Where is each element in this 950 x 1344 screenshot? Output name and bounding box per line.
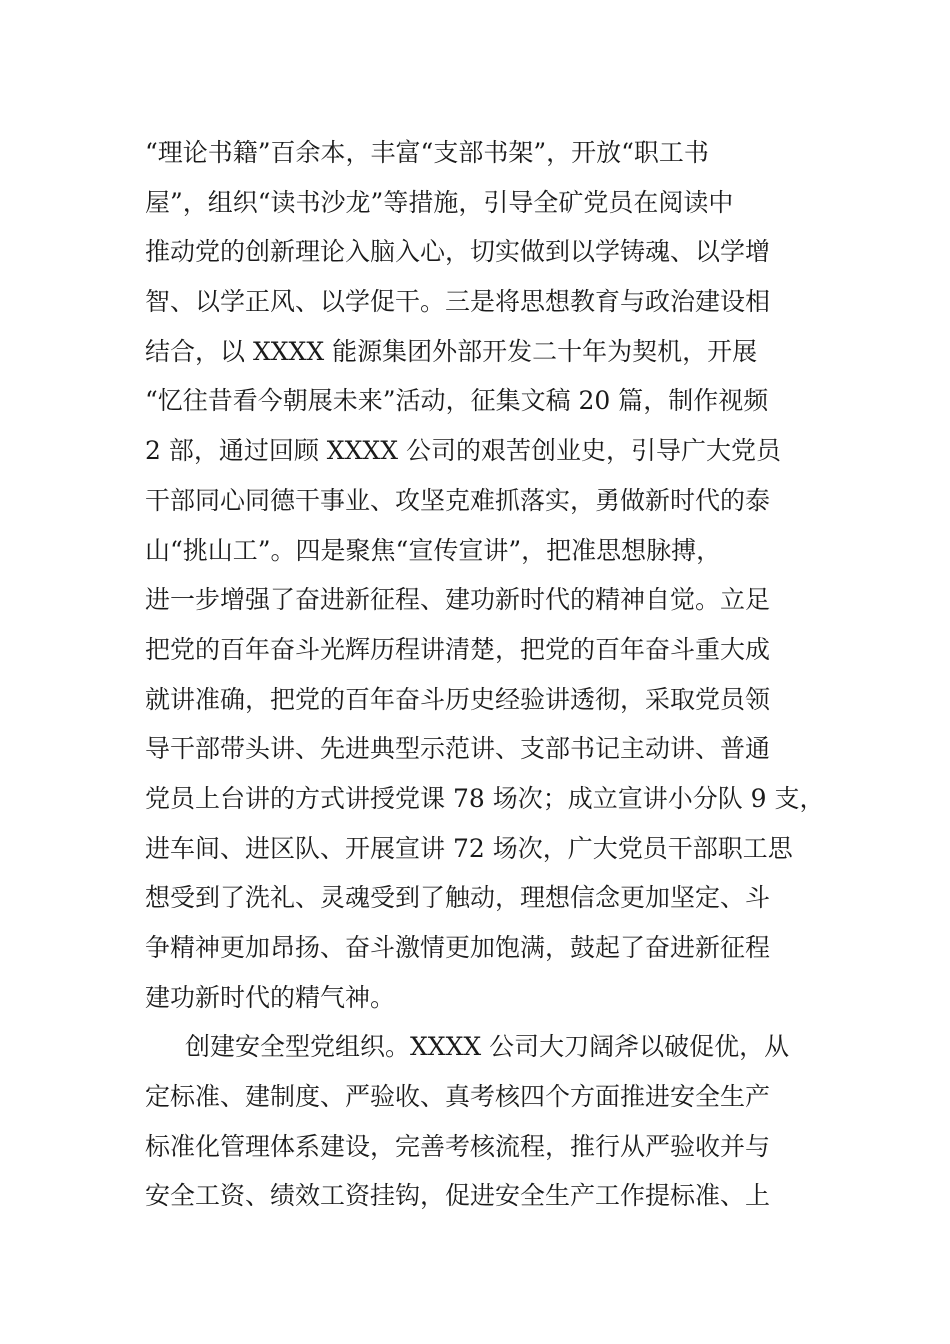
text-line: 进车间、进区队、开展宣讲 72 场次，广大党员干部职工思 bbox=[145, 833, 793, 863]
text-line: 争精神更加昂扬、奋斗激情更加饱满，鼓起了奋进新征程 bbox=[145, 933, 771, 962]
text-line: 干部同心同德干事业、攻坚克难抓落实，勇做新时代的泰 bbox=[145, 485, 771, 515]
paragraph-start-line: 创建安全型党组织。XXXX 公司大刀阔斧以破促优，从 bbox=[185, 1032, 790, 1062]
text-line: 屋”，组织“读书沙龙”等措施，引导全矿党员在阅读中 bbox=[145, 187, 734, 217]
text-line: “忆往昔看今朝展未来”活动，征集文稿 20 篇，制作视频 bbox=[145, 386, 769, 416]
text-line: 党员上台讲的方式讲授党课 78 场次；成立宣讲小分队 9 支， bbox=[145, 783, 825, 813]
body-text bbox=[145, 128, 825, 1221]
text-line: 推动党的创新理论入脑入心，切实做到以学铸魂、以学增 bbox=[145, 237, 771, 267]
text-line: 安全工资、绩效工资挂钩，促进安全生产工作提标准、上 bbox=[145, 1181, 771, 1211]
text-line: 智、以学正风、以学促干。三是将思想教育与政治建设相 bbox=[145, 287, 771, 317]
text-line: 山“挑山工”。四是聚焦“宣传宣讲”，把准思想脉搏， bbox=[145, 535, 722, 565]
text-line: 进一步增强了奋进新征程、建功新时代的精神自觉。立足 bbox=[145, 585, 771, 615]
text-line: 把党的百年奋斗光辉历程讲清楚，把党的百年奋斗重大成 bbox=[145, 634, 771, 664]
text-line: 结合，以 XXXX 能源集团外部开发二十年为契机，开展 bbox=[145, 336, 758, 366]
text-line: 就讲准确，把党的百年奋斗历史经验讲透彻，采取党员领 bbox=[145, 684, 771, 714]
text-line: 2 部，通过回顾 XXXX 公司的艰苦创业史，引导广大党员 bbox=[145, 436, 781, 466]
text-line: 定标准、建制度、严验收、真考核四个方面推进安全生产 bbox=[145, 1082, 771, 1112]
text-line: 想受到了洗礼、灵魂受到了触动，理想信念更加坚定、斗 bbox=[145, 883, 771, 913]
text-line: 标准化管理体系建设，完善考核流程，推行从严验收并与 bbox=[145, 1131, 771, 1161]
text-line: “理论书籍”百余本，丰富“支部书架”，开放“职工书 bbox=[145, 138, 709, 167]
text-line: 建功新时代的精气神。 bbox=[145, 982, 396, 1012]
text-line: 导干部带头讲、先进典型示范讲、支部书记主动讲、普通 bbox=[145, 734, 771, 764]
